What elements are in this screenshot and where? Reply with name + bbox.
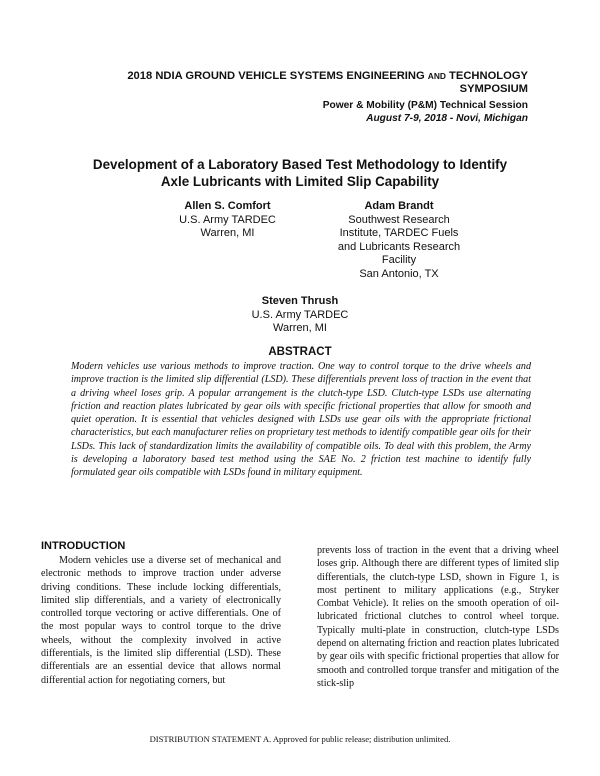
- paper-title: [40, 156, 560, 190]
- author-location: Warren, MI: [273, 322, 327, 335]
- author-affiliation: Institute, TARDEC Fuels: [339, 227, 459, 240]
- title-line-2: Axle Lubricants with Limited Slip Capability: [160, 174, 440, 189]
- intro-paragraph: Modern vehicles use a diverse set of mechanical and electronic methods to improve traction under adverse driving conditions. These include locking differentials, limited slip differentials, and a variety of electronically controlled torque vectoring or active differentials. One of the most popular ways to control torque to the drive wheels, without the complexity involved in active differentials, is the limited slip differential (LSD). These differentials are an essential device that allows normal differential action for negotiating corners, but: [41, 555, 281, 686]
- author-block-3: [220, 295, 380, 336]
- author-location: San Antonio, TX: [359, 267, 439, 280]
- author-affiliation: and Lubricants Research: [337, 240, 461, 253]
- section-heading-introduction: INTRODUCTION: [41, 540, 126, 552]
- conference-dates: August 7-9, 2018 - Novi, Michigan: [366, 113, 528, 124]
- author-affiliation: Facility: [381, 254, 417, 267]
- conference-line-2: SYMPOSIUM: [459, 83, 528, 95]
- conference-header: [127, 70, 528, 96]
- author-name: Adam Brandt: [364, 200, 434, 212]
- abstract-text: Modern vehicles use various methods to improve traction. One way to control torque to the drive wheels and improve traction is the limited slip differential (LSD). These differentials prevent loss of traction in the event that a driving wheel loses grip. A popular arrangement is the clutch-type LSD. Clutch-type LSDs use alternating friction and reaction plates lubricated by gear oils with specific frictional properties that allow for smooth and quiet operation. It is essential that vehicles designed with LSDs use gear oils with the appropriate frictional characteristics, but each manufacturer relies on proprietary test methods to identify compatible gear oils for their LSDs. This lack of standardization limits the availability of compatible oils. To deal with this problem, the Army is developing a laboratory based test method using the SAE No. 2 friction test machine to identify fully formulated gear oils compatible with LSDs found in military equipment.: [71, 361, 531, 479]
- body-column-left: [41, 539, 281, 687]
- conference-line-1: 2018 NDIA GROUND VEHICLE SYSTEMS ENGINEERING AND TECHNOLOGY: [127, 70, 528, 82]
- author-affiliation: U.S. Army TARDEC: [251, 308, 349, 321]
- author-name: Allen S. Comfort: [184, 200, 271, 212]
- title-line-1: Development of a Laboratory Based Test Methodology to Identify: [92, 157, 508, 172]
- session-name: Power & Mobility (P&M) Technical Session: [322, 100, 528, 111]
- author-location: Warren, MI: [200, 227, 255, 240]
- abstract-heading: ABSTRACT: [268, 346, 332, 358]
- author-block-2: [322, 200, 476, 282]
- body-column-right: [317, 544, 559, 690]
- author-name: Steven Thrush: [261, 295, 339, 307]
- distribution-statement: DISTRIBUTION STATEMENT A. Approved for public release; distribution unlimited.: [149, 734, 451, 744]
- intro-paragraph-continued: prevents loss of traction in the event that a driving wheel loses grip. Although there are different types of limited slip differentials, the clutch-type LSD, shown in Figure 1, is most pertinent to military applications (e.g., Stryker Combat Vehicle). It relies on the smooth operation of oil-lubricated frictional clutches to control wheel torque. Typically multi-plate in construction, clutch-type LSDs depend on alternating friction and reaction plates lubricated by gear oils with specific frictional properties that allow for smooth and controlled torque transfer and mitigation of the stick-slip: [317, 545, 559, 689]
- author-affiliation: Southwest Research: [348, 213, 450, 226]
- author-affiliation: U.S. Army TARDEC: [179, 213, 276, 226]
- author-block-1: [160, 200, 295, 241]
